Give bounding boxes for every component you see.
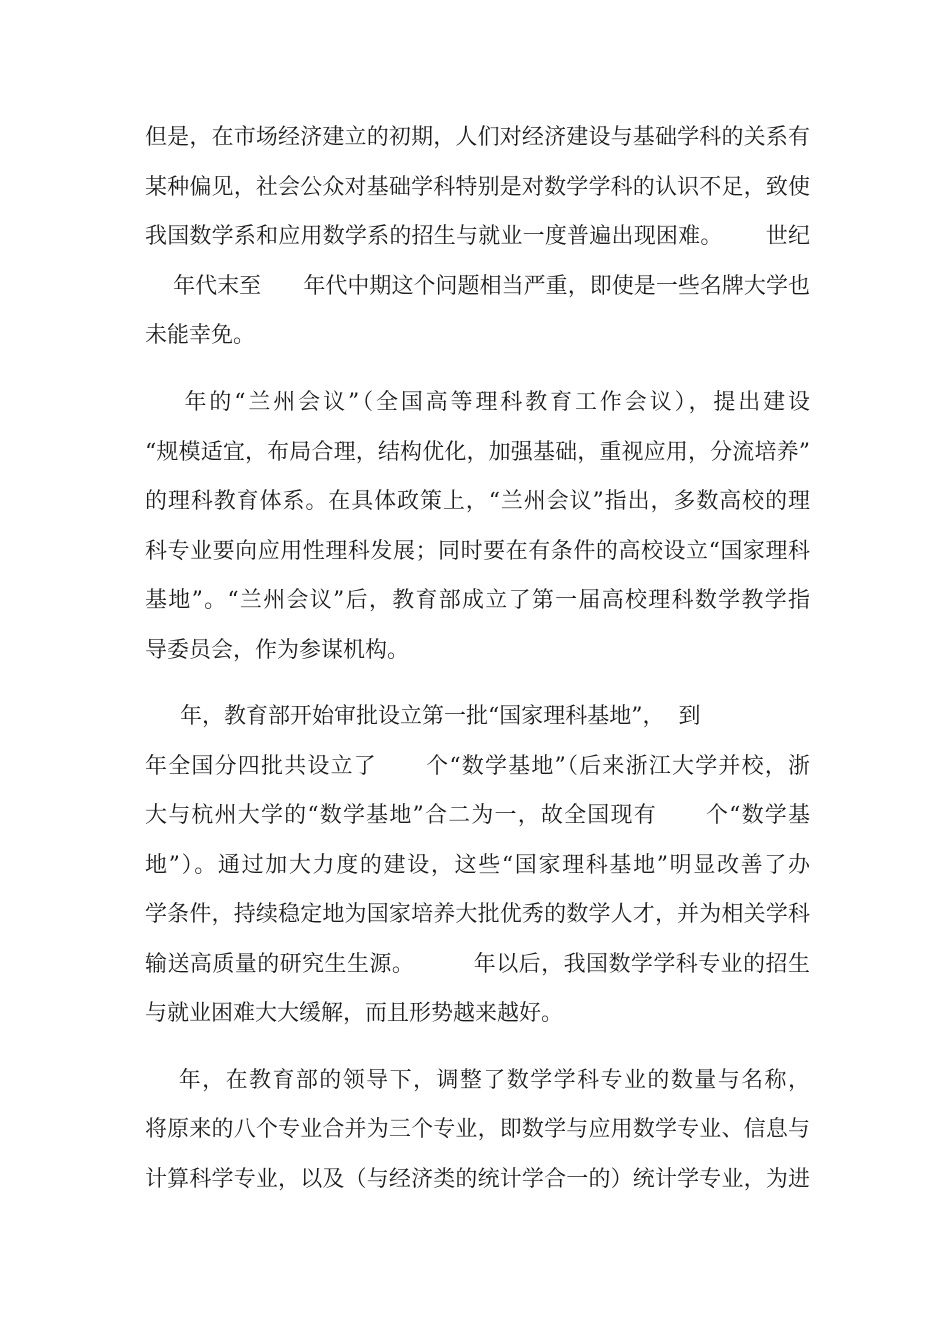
paragraph-1-line-4: 年代末至 年代中期这个问题相当严重，即使是一些名牌大学也	[145, 274, 810, 299]
paragraph-4-line-3: 计算科学专业，以及（与经济类的统计学合一的）统计学专业，为进	[145, 1167, 810, 1192]
paragraph-3-line-2: 年全国分四批共设立了 个“数学基地”（后来浙江大学并校，浙	[145, 754, 810, 779]
paragraph-2-line-4: 科专业要向应用性理科发展；同时要在有条件的高校设立“国家理科	[145, 539, 810, 564]
paragraph-3-line-5: 学条件，持续稳定地为国家培养大批优秀的数学人才，并为相关学科	[145, 902, 810, 927]
paragraph-1-line-2: 某种偏见，社会公众对基础学科特别是对数学学科的认识不足，致使	[145, 175, 810, 200]
paragraph-3-line-4: 地”）。通过加大力度的建设，这些“国家理科基地”明显改善了办	[145, 853, 810, 878]
paragraph-2-line-1: 年的“兰州会议”（全国高等理科教育工作会议），提出建设	[145, 390, 810, 415]
paragraph-2-line-2: “规模适宜，布局合理，结构优化，加强基础，重视应用，分流培养”	[145, 440, 810, 465]
paragraph-1-line-1: 但是，在市场经济建立的初期，人们对经济建设与基础学科的关系有	[145, 125, 810, 150]
paragraph-2-line-6: 导委员会，作为参谋机构。	[145, 638, 410, 663]
paragraph-2-line-5: 基地”。“兰州会议”后，教育部成立了第一届高校理科数学教学指	[145, 588, 810, 613]
paragraph-3-line-6: 输送高质量的研究生生源。 年以后，我国数学学科专业的招生	[145, 952, 810, 977]
paragraph-4-line-1: 年，在教育部的领导下，调整了数学学科专业的数量与名称，	[145, 1068, 810, 1093]
paragraph-3-line-3: 大与杭州大学的“数学基地”合二为一，故全国现有 个“数学基	[145, 803, 810, 828]
paragraph-3-line-1: 年，教育部开始审批设立第一批“国家理科基地”， 到	[145, 704, 701, 729]
paragraph-1-line-5: 未能幸免。	[145, 323, 256, 348]
paragraph-2-line-3: 的理科教育体系。在具体政策上，“兰州会议”指出，多数高校的理	[145, 489, 810, 514]
paragraph-3-line-7: 与就业困难大大缓解，而且形势越来越好。	[145, 1001, 564, 1026]
paragraph-4-line-2: 将原来的八个专业合并为三个专业，即数学与应用数学专业、信息与	[145, 1117, 810, 1142]
paragraph-1-line-3: 我国数学系和应用数学系的招生与就业一度普遍出现困难。 世纪	[145, 224, 810, 249]
